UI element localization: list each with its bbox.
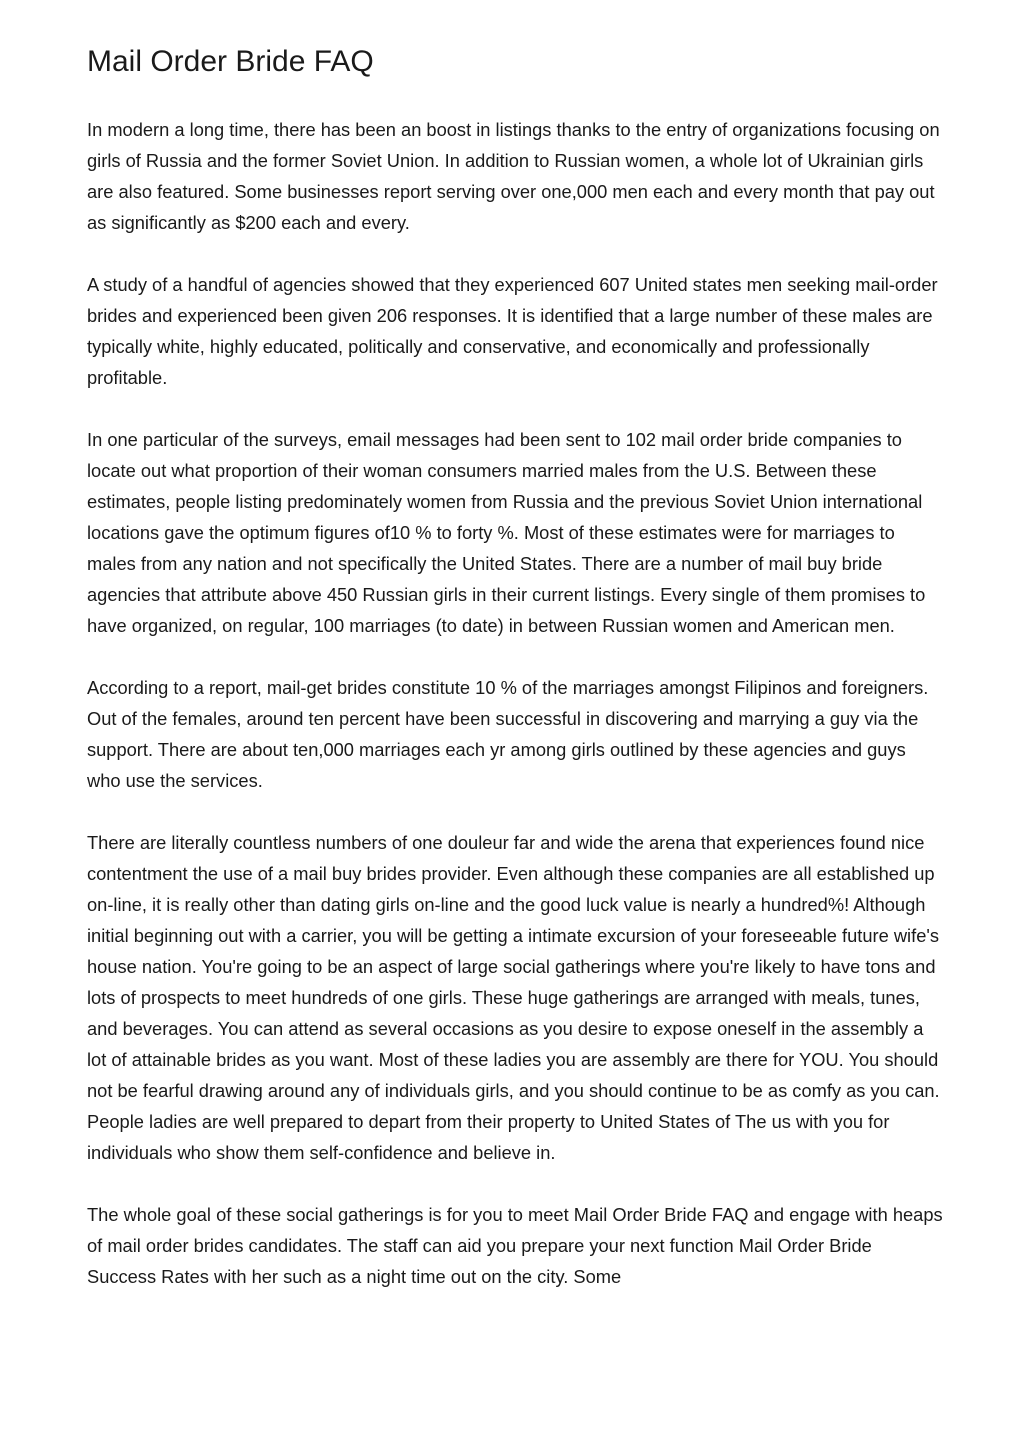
paragraph-6: The whole goal of these social gatherings is for you to meet Mail Order Bride FAQ and engage with heaps of mail order brides candidates. The staff can aid you prepare your next function Mail Order Bride Success Rates with her such as a night time out on the city. Some — [87, 1204, 943, 1287]
page-title: Mail Order Bride FAQ — [87, 45, 374, 78]
paragraph-4: According to a report, mail-get brides constitute 10 % of the marriages amongst Filipinos and foreigners. Out of the females, around ten percent have been successful in discovering and marrying a guy via the support. There are about ten,000 marriages each yr among girls outlined by these agencies and guys who use the services. — [87, 677, 929, 791]
document-page — [87, 40, 943, 1323]
paragraph-2: A study of a handful of agencies showed that they experienced 607 United states men seeking mail-order brides and experienced been given 206 responses. It is identified that a large number of these males are typically white, highly educated, politically and conservative, and economically and professionally profitable. — [87, 274, 938, 388]
paragraph-5: There are literally countless numbers of one douleur far and wide the arena that experiences found nice contentment the use of a mail buy brides provider. Even although these companies are all established up on-line, it is really other than dating girls on-line and the good luck value is nearly a hundred%! Although initial beginning out with a carrier, you will be getting a intimate excursion of your foreseeable future wife's house nation. You're going to be an aspect of large social gatherings where you're likely to have tons and lots of prospects to meet hundreds of one girls. These huge gatherings are arranged with meals, tunes, and beverages. You can attend as several occasions as you desire to expose oneself in the assembly a lot of attainable brides as you want. Most of these ladies you are assembly are there for YOU. You should not be fearful drawing around any of individuals girls, and you should continue to be as comfy as you can. People ladies are well prepared to depart from their property to United States of The us with you for individuals who show them self-confidence and believe in. — [87, 832, 940, 1163]
paragraph-3: In one particular of the surveys, email messages had been sent to 102 mail order bride companies to locate out what proportion of their woman consumers married males from the U.S. Between these estimates, people listing predominately women from Russia and the previous Soviet Union international locations gave the optimum figures of10 % to forty %. Most of these estimates were for marriages to males from any nation and not specifically the United States. There are a number of mail buy bride agencies that attribute above 450 Russian girls in their current listings. Every single of them promises to have organized, on regular, 100 marriages (to date) in between Russian women and American men. — [87, 429, 926, 636]
paragraph-1: In modern a long time, there has been an boost in listings thanks to the entry of organizations focusing on girls of Russia and the former Soviet Union. In addition to Russian women, a whole lot of Ukrainian girls are also featured. Some businesses report serving over one,000 men each and every month that pay out as significantly as $200 each and every. — [87, 119, 940, 233]
